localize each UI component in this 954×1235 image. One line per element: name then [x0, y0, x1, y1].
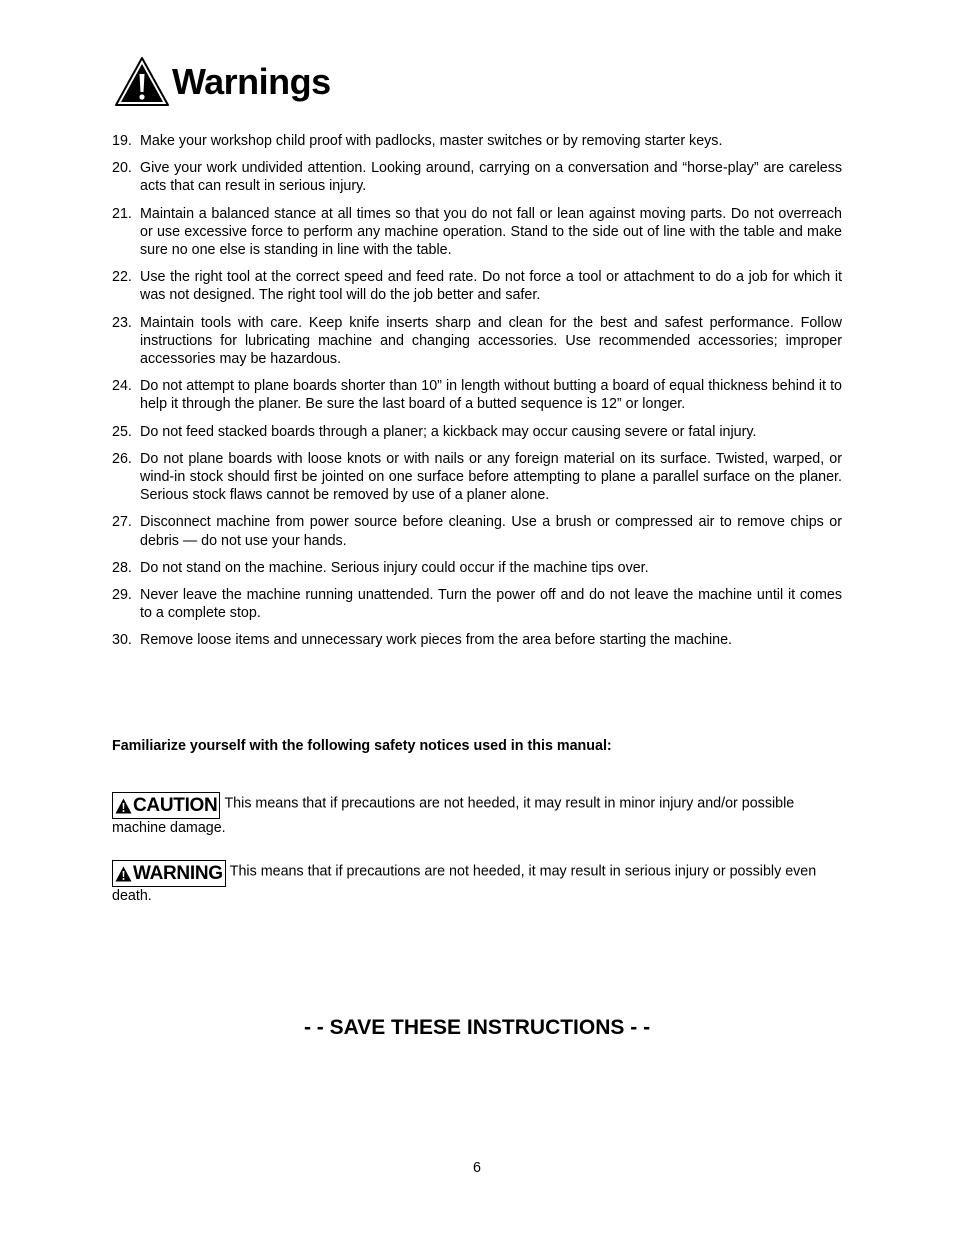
item-text: Never leave the machine running unattended. Turn the power off and do not leave the machine until it comes to a complete stop. [140, 587, 842, 622]
item-text: Make your workshop child proof with padlocks, master switches or by removing starter keys. [140, 133, 723, 149]
warning-text: This means that if precautions are not heeded, it may result in serious injury or possibly even death. [112, 863, 817, 904]
item-text: Maintain a balanced stance at all times so that you do not fall or lean against moving parts. Do not overreach or use excessive force to perform any machine operation. Stand to the side out of line with the table and make sure no one else is standing in line with the table. [140, 205, 842, 259]
list-item [112, 268, 842, 304]
caution-triangle-icon [115, 798, 132, 814]
caution-label: CAUTION [133, 794, 218, 816]
item-number: 21. [112, 205, 132, 222]
item-number: 27. [112, 514, 132, 531]
item-number: 26. [112, 450, 132, 467]
item-number: 19. [112, 133, 132, 149]
item-text: Do not plane boards with loose knots or with nails or any foreign material on its surface. Twisted, warped, or wind-in stock should first be jointed on one surface before attempting to plane a parallel surface on the planer. Serious stock flaws cannot be removed by use of a planer alone. [140, 450, 842, 504]
save-instructions-banner: - - SAVE THESE INSTRUCTIONS - - [303, 1016, 651, 1039]
list-item [112, 314, 842, 369]
list-item [112, 513, 842, 549]
item-number: 20. [112, 160, 132, 177]
item-text: Disconnect machine from power source before cleaning. Use a brush or compressed air to remove chips or debris — do not use your hands. [140, 514, 842, 549]
warning-triangle-icon [114, 56, 170, 108]
item-text: Remove loose items and unnecessary work pieces from the area before starting the machine. [140, 632, 733, 649]
item-text: Maintain tools with care. Keep knife inserts sharp and clean for the best and safest performance. Follow instructions for lubricating machine and changing accessories. Use recommended accessories; improper accessories may be hazardous. [140, 314, 842, 368]
item-text: Do not attempt to plane boards shorter than 10” in length without butting a board of equal thickness behind it to help it through the planer. Be sure the last board of a butted sequence is 12” or longer. [140, 378, 842, 413]
page-header [114, 56, 331, 108]
list-item [112, 559, 842, 577]
item-number: 24. [112, 378, 132, 395]
item-text: Do not stand on the machine. Serious injury could occur if the machine tips over. [140, 559, 649, 576]
list-item [112, 159, 842, 195]
list-item [112, 205, 842, 260]
item-number: 22. [112, 269, 132, 286]
list-item [112, 423, 842, 441]
warning-label: WARNING [133, 862, 223, 884]
item-text: Use the right tool at the correct speed and feed rate. Do not force a tool or attachment to do a job for which it was not designed. The right tool will do the job better and safer. [140, 269, 842, 304]
caution-text: This means that if precautions are not heeded, it may result in minor injury and/or possible machine damage. [112, 795, 795, 836]
item-number: 29. [112, 587, 132, 604]
caution-notice [112, 792, 842, 837]
safety-notices-heading: Familiarize yourself with the following safety notices used in this manual: [112, 738, 612, 754]
list-item [112, 631, 842, 649]
item-text: Do not feed stacked boards through a planer; a kickback may occur causing severe or fatal injury. [140, 423, 757, 440]
item-number: 28. [112, 559, 132, 576]
page-title: Warnings [172, 61, 331, 102]
item-number: 23. [112, 314, 132, 331]
item-number: 25. [112, 423, 132, 440]
warning-notice [112, 860, 842, 905]
list-item [112, 586, 842, 622]
page-number: 6 [473, 1160, 481, 1176]
item-text: Give your work undivided attention. Looking around, carrying on a conversation and “horse-play” are careless acts that can result in serious injury. [140, 160, 842, 195]
warnings-list [112, 132, 842, 659]
warning-badge [112, 860, 226, 887]
item-number: 30. [112, 632, 132, 649]
caution-badge [112, 792, 220, 819]
list-item [112, 377, 842, 413]
list-item [112, 132, 842, 150]
list-item [112, 450, 842, 505]
warning-triangle-icon [115, 866, 132, 882]
